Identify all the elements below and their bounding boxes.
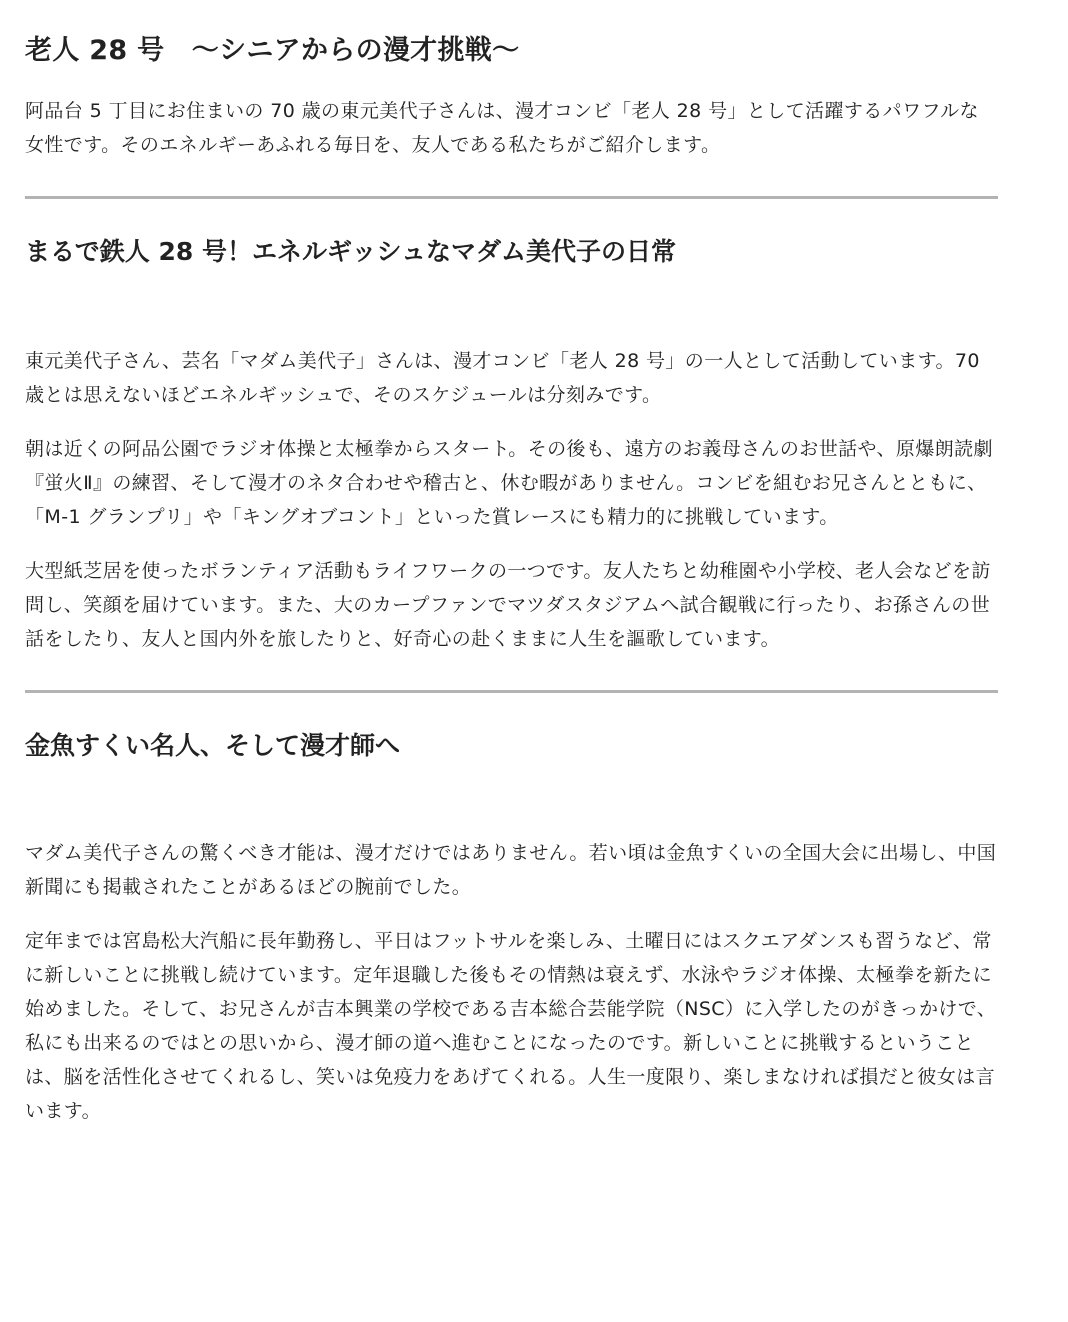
page-title: 老人 28 号 ～シニアからの漫才挑戦～ [25,35,520,66]
intro-paragraph: 阿品台 5 丁目にお住まいの 70 歳の東元美代子さんは、漫才コンビ「老人 28 号」として活躍するパワフルな女性です。そのエネルギーあふれる毎日を、友人である私たちがご紹介します。 [25,100,979,156]
section1-paragraph-3: 大型紙芝居を使ったボランティア活動もライフワークの一つです。友人たちと幼稚園や小学校、老人会などを訪問し、笑顔を届けています。また、大のカープファンでマツダスタジアムへ試合観戦に行ったり、お孫さんの世話をしたり、友人と国内外を旅したりと、好奇心の赴くままに人生を謳歌しています。 [25,560,991,650]
section-divider [25,196,998,199]
section1-paragraph-2: 朝は近くの阿品公園でラジオ体操と太極拳からスタート。その後も、遠方のお義母さんのお世話や、原爆朗読劇『蛍火Ⅱ』の練習、そして漫才のネタ合わせや稽古と、休む暇がありません。コンビを組むお兄さんとともに、「M-1 グランプリ」や「キングオブコント」といった賞レースにも精力的に挑戦しています。 [25,438,993,528]
section2-paragraph-1: マダム美代子さんの驚くべき才能は、漫才だけではありません。若い頃は金魚すくいの全国大会に出場し、中国新聞にも掲載されたことがあるほどの腕前でした。 [25,842,997,898]
article-content [25,0,998,1128]
section-title-daily-life: まるで鉄人 28 号！エネルギッシュなマダム美代子の日常 [25,237,676,266]
section1-paragraph-1: 東元美代子さん、芸名「マダム美代子」さんは、漫才コンビ「老人 28 号」の一人として活動しています。70 歳とは思えないほどエネルギッシュで、そのスケジュールは分刻みです。 [25,350,980,406]
section-title-goldfish-master: 金魚すくい名人、そして漫才師へ [25,731,401,760]
section2-paragraph-2: 定年までは宮島松大汽船に長年勤務し、平日はフットサルを楽しみ、土曜日にはスクエアダンスも習うなど、常に新しいことに挑戦し続けています。定年退職した後もその情熱は衰えず、水泳やラジオ体操、太極拳を新たに始めました。そして、お兄さんが吉本興業の学校である吉本総合芸能学院（NSC）に入学したのがきっかけで、私にも出来るのではとの思いから、漫才師の道へ進むことになったのです。新しいことに挑戦するということは、脳を活性化させてくれるし、笑いは免疫力をあげてくれる。人生一度限り、楽しまなければ損だと彼女は言います。 [25,930,997,1122]
section-divider [25,690,998,693]
